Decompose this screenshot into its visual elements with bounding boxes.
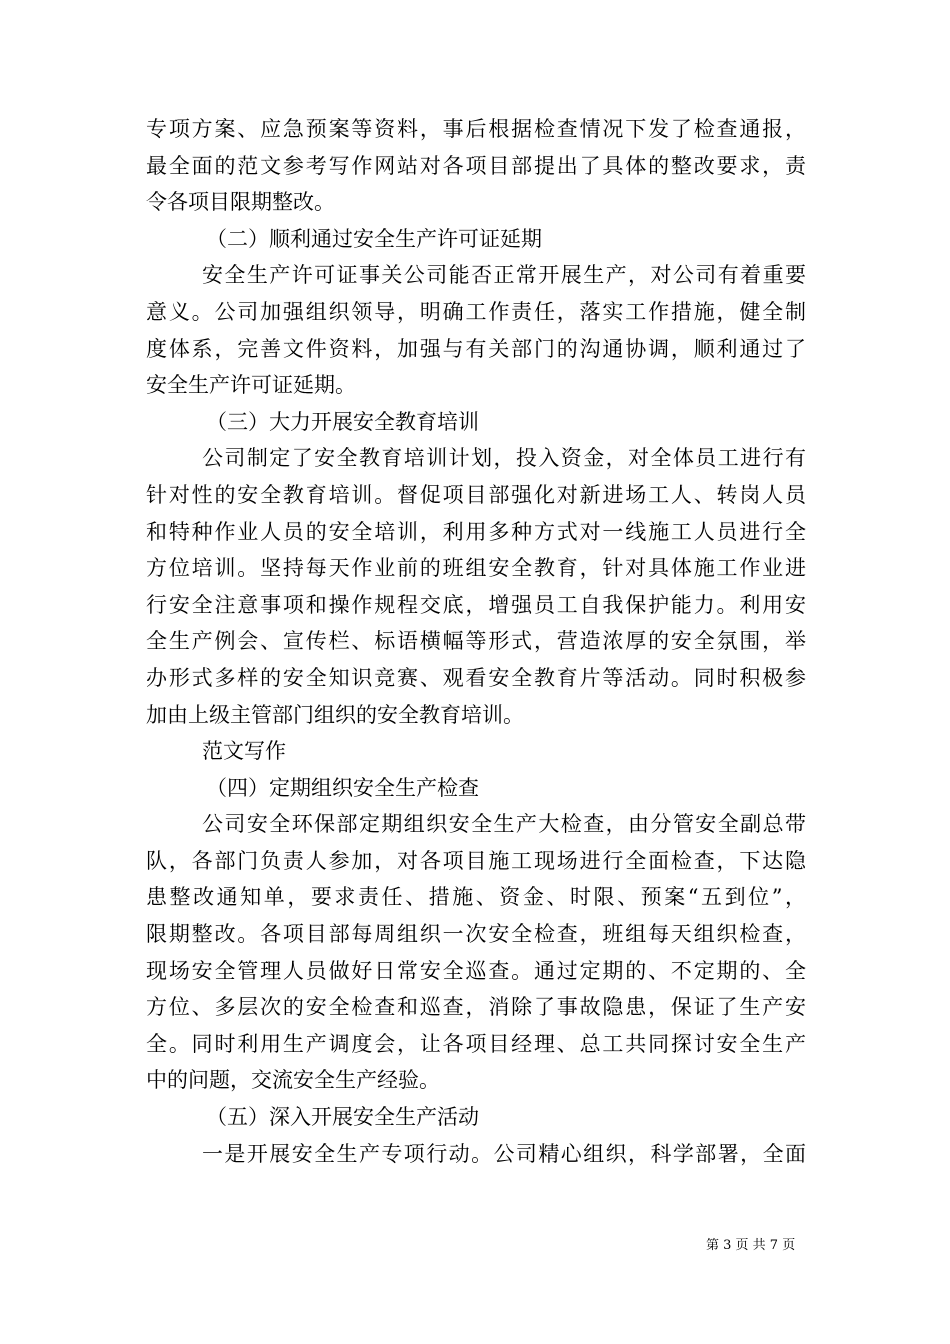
document-body bbox=[146, 111, 806, 1172]
body-line: 现场安全管理人员做好日常安全巡查。通过定期的、不定期的、全 bbox=[146, 958, 806, 983]
body-line: 一是开展安全生产专项行动。公司精心组织，科学部署，全面 bbox=[202, 1141, 806, 1166]
body-line: 针对性的安全教育培训。督促项目部强化对新进场工人、转岗人员 bbox=[146, 482, 806, 507]
body-line: 限期整改。各项目部每周组织一次安全检查，班组每天组织检查， bbox=[146, 922, 806, 947]
page-number-footer: 第 3 页 共 7 页 bbox=[706, 1238, 796, 1253]
body-line: 全生产例会、宣传栏、标语横幅等形式，营造浓厚的安全氛围，举 bbox=[146, 629, 806, 654]
body-line: 公司制定了安全教育培训计划，投入资金，对全体员工进行有 bbox=[202, 446, 806, 471]
body-line: 公司安全环保部定期组织安全生产大检查，由分管安全副总带 bbox=[202, 812, 806, 837]
body-line: 安全生产许可证事关公司能否正常开展生产，对公司有着重要 bbox=[202, 263, 806, 288]
section-heading-4: （四）定期组织安全生产检查 bbox=[206, 775, 479, 800]
body-line: 范文写作 bbox=[202, 739, 286, 764]
body-line: 队，各部门负责人参加，对各项目施工现场进行全面检查，下达隐 bbox=[146, 848, 806, 873]
body-line: 中的问题，交流安全生产经验。 bbox=[146, 1068, 440, 1093]
body-line: 全。同时利用生产调度会，让各项目经理、总工共同探讨安全生产 bbox=[146, 1031, 806, 1056]
body-line: 加由上级主管部门组织的安全教育培训。 bbox=[146, 702, 524, 727]
body-line: 令各项目限期整改。 bbox=[146, 190, 335, 215]
body-line: 行安全注意事项和操作规程交底，增强员工自我保护能力。利用安 bbox=[146, 592, 806, 617]
section-heading-3: （三）大力开展安全教育培训 bbox=[206, 409, 479, 434]
body-line: 办形式多样的安全知识竞赛、观看安全教育片等活动。同时积极参 bbox=[146, 665, 806, 690]
body-line: 度体系，完善文件资料，加强与有关部门的沟通协调，顺利通过了 bbox=[146, 336, 806, 361]
body-line: 患整改通知单，要求责任、措施、资金、时限、预案“五到位”， bbox=[146, 885, 806, 910]
body-line: 和特种作业人员的安全培训，利用多种方式对一线施工人员进行全 bbox=[146, 519, 806, 544]
body-line: 方位、多层次的安全检查和巡查，消除了事故隐患，保证了生产安 bbox=[146, 995, 806, 1020]
section-heading-5: （五）深入开展安全生产活动 bbox=[206, 1105, 479, 1130]
body-line: 最全面的范文参考写作网站对各项目部提出了具体的整改要求，责 bbox=[146, 153, 806, 178]
body-line: 意义。公司加强组织领导，明确工作责任，落实工作措施，健全制 bbox=[146, 299, 806, 324]
section-heading-2: （二）顺利通过安全生产许可证延期 bbox=[206, 226, 542, 251]
body-line: 方位培训。坚持每天作业前的班组安全教育，针对具体施工作业进 bbox=[146, 556, 806, 581]
body-line: 专项方案、应急预案等资料，事后根据检查情况下发了检查通报， bbox=[146, 117, 806, 141]
body-line: 安全生产许可证延期。 bbox=[146, 373, 356, 398]
